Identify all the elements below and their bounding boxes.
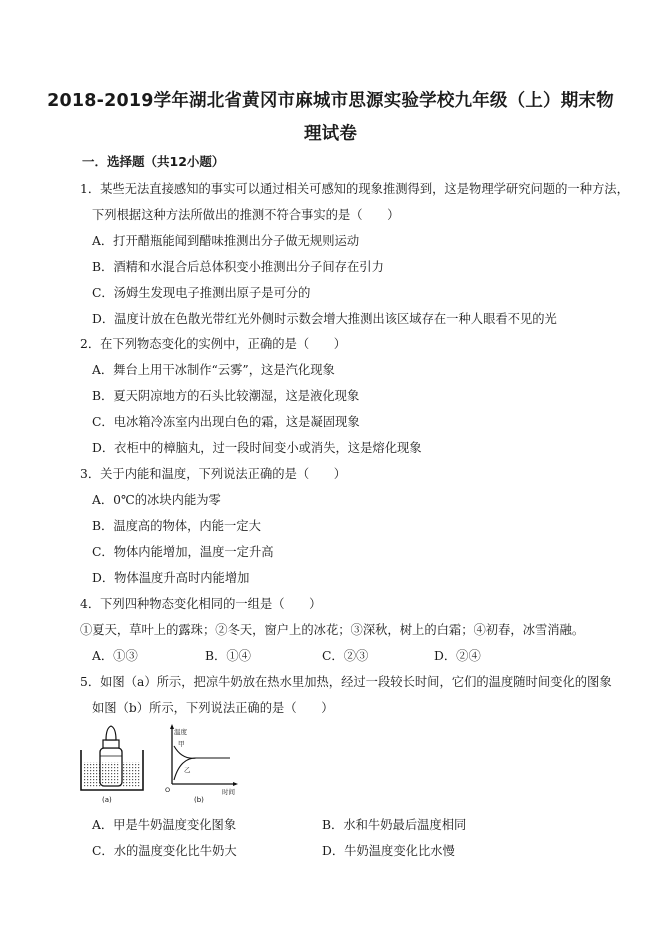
q4-option-c: C．②③ (322, 649, 369, 663)
exam-title-line1: 2018-2019学年湖北省黄冈市麻城市思源实验学校九年级（上）期末物 (47, 91, 614, 111)
q1-stem-line1: 1．某些无法直接感知的事实可以通过相关可感知的现象推测得到，这是物理学研究问题的一种方法， (80, 182, 629, 196)
q5-option-a: A．甲是牛奶温度变化图象 (92, 818, 237, 832)
figure-b-label: (b) (194, 796, 204, 804)
q5-option-b: B．水和牛奶最后温度相同 (322, 818, 467, 832)
q3-option-c: C．物体内能增加，温度一定升高 (92, 545, 274, 559)
q5-stem-line1: 5．如图（a）所示，把凉牛奶放在热水里加热，经过一段较长时间，它们的温度随时间变化的图象 (80, 675, 612, 689)
figure-a-label: (a) (102, 796, 112, 804)
figure-b-ylabel: 温度 (174, 728, 187, 736)
q1-option-d: D．温度计放在色散光带红光外侧时示数会增大推测出该区域存在一种人眼看不见的光 (92, 312, 557, 326)
q4-list: ①夏天，草叶上的露珠；②冬天，窗户上的冰花；③深秋，树上的白霜；④初春，冰雪消融。 (80, 623, 585, 637)
exam-title-line2: 理试卷 (303, 124, 358, 144)
q1-option-b: B．酒精和水混合后总体积变小推测出分子间存在引力 (92, 260, 384, 274)
q3-stem: 3．关于内能和温度，下列说法正确的是（ ） (80, 467, 347, 481)
q4-option-b: B．①④ (205, 649, 251, 663)
figure-b-curve-jia: 甲 (178, 740, 185, 748)
q4-stem: 4．下列四种物态变化相同的一组是（ ） (80, 597, 322, 611)
figure-b-temperature-graph (160, 722, 242, 806)
q1-option-a: A．打开醋瓶能闻到醋味推测出分子做无规则运动 (92, 234, 360, 248)
q4-option-a: A．①③ (92, 649, 138, 663)
figure-b-curve-yi: 乙 (184, 766, 191, 774)
figure-b-xlabel: 时间 (222, 788, 235, 796)
q2-stem: 2．在下列物态变化的实例中，正确的是（ ） (80, 337, 347, 351)
q3-option-a: A．0℃的冰块内能为零 (92, 493, 221, 507)
q2-option-b: B．夏天阴凉地方的石头比较潮湿，这是液化现象 (92, 389, 360, 403)
q2-option-a: A．舞台上用干冰制作“云雾”，这是汽化现象 (92, 363, 335, 377)
q5-stem-line2: 如图（b）所示，下列说法正确的是（ ） (92, 701, 334, 715)
q4-option-d: D．②④ (434, 649, 481, 663)
q2-option-d: D．衣柜中的樟脑丸，过一段时间变小或消失，这是熔化现象 (92, 441, 422, 455)
q5-option-c: C．水的温度变化比牛奶大 (92, 844, 237, 858)
q1-stem-line2: 下列根据这种方法所做出的推测不符合事实的是（ ） (92, 208, 400, 222)
q2-option-c: C．电冰箱冷冻室内出现白色的霜，这是凝固现象 (92, 415, 360, 429)
figure-b-origin: O (165, 786, 171, 794)
q1-option-c: C．汤姆生发现电子推测出原子是可分的 (92, 286, 311, 300)
q5-option-d: D．牛奶温度变化比水慢 (322, 844, 455, 858)
q3-option-d: D．物体温度升高时内能增加 (92, 571, 250, 585)
section-heading: 一．选择题（共12小题） (82, 154, 225, 169)
q3-option-b: B．温度高的物体，内能一定大 (92, 519, 261, 533)
figure-a-bottle-in-water (78, 722, 148, 806)
